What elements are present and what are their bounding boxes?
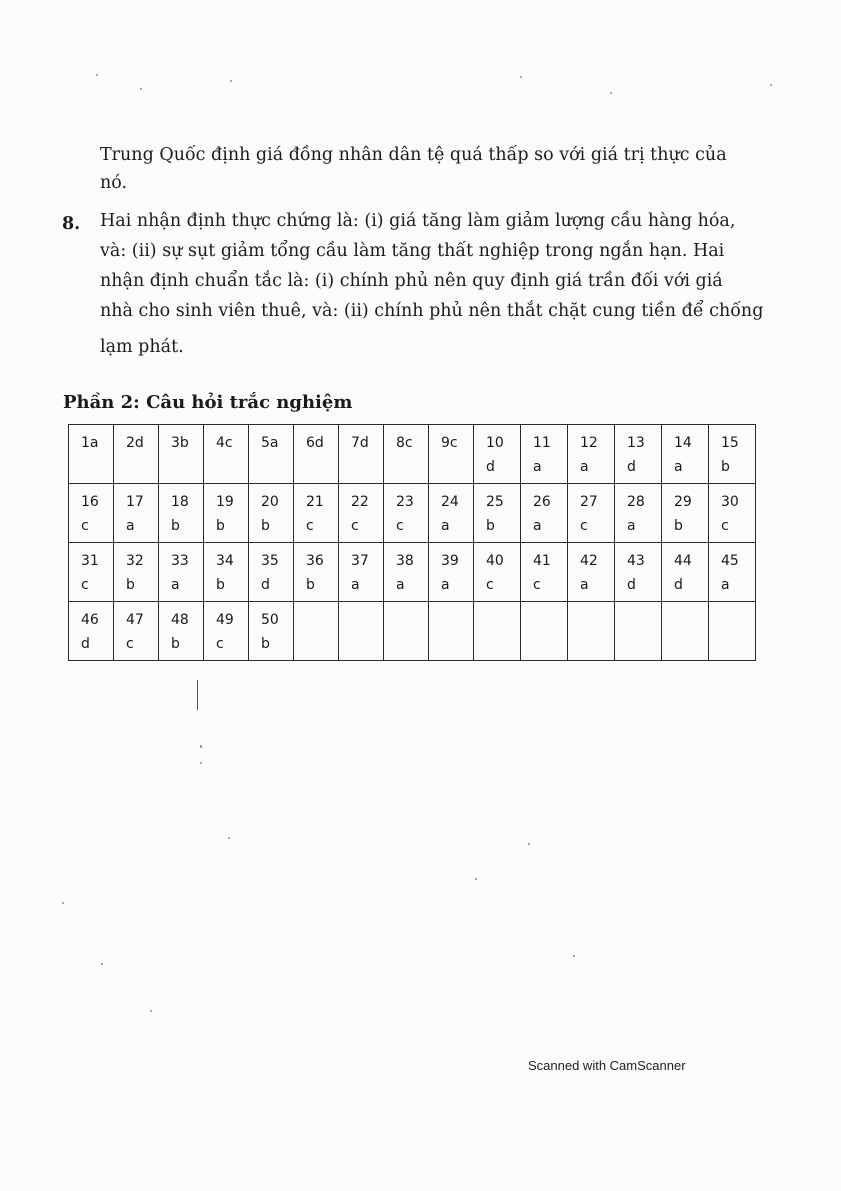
question-number: 11 [533,435,551,451]
answer-letter: a [441,577,450,593]
answer-letter: c [721,518,729,534]
answer-letter: d [81,636,90,652]
question-number: 16 [81,494,99,510]
scanner-watermark: Scanned with CamScanner [528,1058,686,1073]
answer-letter: c [486,577,494,593]
answer-cell [69,425,114,484]
question-number: 17 [126,494,144,510]
answer-letter: a [580,459,589,475]
answer-cell [249,425,294,484]
paragraph-line: nhà cho sinh viên thuê, và: (ii) chính phủ nên thắt chặt cung tiền để chống [100,301,764,321]
answer-letter: d [627,459,636,475]
answer-cell [521,425,568,484]
answer-cell [294,543,339,602]
scan-speck [150,1010,152,1012]
question-number: 39 [441,553,459,569]
scan-speck [610,92,612,94]
scan-speck [573,955,575,957]
answer-cell [249,543,294,602]
answer-letter: d [674,577,683,593]
answer-letter: b [216,577,225,593]
answer-letter: a [533,518,542,534]
answer-letter: d [627,577,636,593]
answer-cell [615,484,662,543]
question-number: 34 [216,553,234,569]
question-number: 28 [627,494,645,510]
answer-letter: a [580,577,589,593]
answer-letter: a [126,518,135,534]
answer-cell [159,484,204,543]
answer-letter: b [216,518,225,534]
answer-cell [662,602,709,661]
question-number: 45 [721,553,739,569]
answer-cell [709,543,756,602]
answer-cell [339,425,384,484]
answer-cell [474,425,521,484]
answer-letter: a [171,577,180,593]
answer-cell [114,602,159,661]
answer-cell [204,484,249,543]
answer-table [68,424,756,661]
answer-cell [521,602,568,661]
section-heading: Phần 2: Câu hỏi trắc nghiệm [63,392,353,413]
question-number: 48 [171,612,189,628]
question-number: 44 [674,553,692,569]
item-number: 8. [62,214,81,234]
answer-letter: c [306,518,314,534]
answer-cell [474,602,521,661]
answer-cell [114,484,159,543]
answer-cell [204,425,249,484]
paragraph-line: nhận định chuẩn tắc là: (i) chính phủ nên quy định giá trần đối với giá [100,271,723,291]
scan-speck [475,878,477,880]
answer-letter: a [396,577,405,593]
answer-cell [709,602,756,661]
paragraph-line: và: (ii) sự sụt giảm tổng cầu làm tăng thất nghiệp trong ngắn hạn. Hai [100,241,725,261]
question-number: 50 [261,612,279,628]
question-number: 26 [533,494,551,510]
scan-speck [230,80,232,82]
question-number: 1a [81,435,99,451]
answer-cell [204,543,249,602]
answer-cell [568,425,615,484]
scan-speck [528,843,530,845]
answer-cell [429,425,474,484]
scan-speck [62,902,64,904]
paragraph-line: Trung Quốc định giá đồng nhân dân tệ quá thấp so với giá trị thực của [100,145,727,165]
answer-letter: b [261,636,270,652]
answer-letter: d [486,459,495,475]
answer-cell [568,543,615,602]
scan-speck [520,76,522,78]
answer-cell [69,543,114,602]
question-number: 21 [306,494,324,510]
answer-letter: c [216,636,224,652]
answer-letter: b [721,459,730,475]
question-number: 38 [396,553,414,569]
answer-letter: c [126,636,134,652]
question-number: 20 [261,494,279,510]
question-number: 29 [674,494,692,510]
answer-cell [521,484,568,543]
answer-letter: c [81,518,89,534]
question-number: 37 [351,553,369,569]
question-number: 2d [126,435,144,451]
answer-letter: c [580,518,588,534]
answer-cell [474,543,521,602]
scan-speck [200,762,202,764]
question-number: 35 [261,553,279,569]
scan-speck [96,74,98,76]
question-number: 41 [533,553,551,569]
answer-letter: a [441,518,450,534]
answer-cell [662,484,709,543]
answer-letter: c [351,518,359,534]
question-number: 7d [351,435,369,451]
answer-cell [249,484,294,543]
scan-speck [140,88,142,90]
question-number: 18 [171,494,189,510]
answer-cell [384,543,429,602]
question-number: 22 [351,494,369,510]
answer-cell [204,602,249,661]
answer-row [69,543,756,602]
scan-speck [770,84,772,86]
answer-letter: a [351,577,360,593]
answer-cell [384,602,429,661]
question-number: 42 [580,553,598,569]
question-number: 47 [126,612,144,628]
question-number: 6d [306,435,324,451]
scan-speck [200,745,202,748]
question-number: 32 [126,553,144,569]
answer-cell [615,425,662,484]
question-number: 12 [580,435,598,451]
answer-cell [249,602,294,661]
answer-row [69,425,756,484]
answer-letter: a [674,459,683,475]
answer-cell [339,543,384,602]
answer-cell [339,484,384,543]
paragraph-line: nó. [100,173,128,193]
question-number: 3b [171,435,189,451]
answer-cell [521,543,568,602]
answer-letter: b [674,518,683,534]
answer-cell [662,425,709,484]
question-number: 5a [261,435,279,451]
answer-cell [114,425,159,484]
answer-letter: b [126,577,135,593]
answer-letter: b [171,636,180,652]
question-number: 25 [486,494,504,510]
answer-cell [294,602,339,661]
question-number: 43 [627,553,645,569]
answer-cell [662,543,709,602]
question-number: 27 [580,494,598,510]
question-number: 49 [216,612,234,628]
answer-letter: b [306,577,315,593]
question-number: 14 [674,435,692,451]
answer-cell [474,484,521,543]
answer-cell [114,543,159,602]
question-number: 23 [396,494,414,510]
question-number: 8c [396,435,413,451]
question-number: 46 [81,612,99,628]
answer-letter: d [261,577,270,593]
answer-letter: a [721,577,730,593]
answer-cell [159,602,204,661]
question-number: 13 [627,435,645,451]
question-number: 10 [486,435,504,451]
answer-cell [384,425,429,484]
answer-letter: a [627,518,636,534]
answer-cell [339,602,384,661]
question-number: 36 [306,553,324,569]
answer-letter: b [171,518,180,534]
question-number: 9c [441,435,458,451]
answer-cell [69,484,114,543]
question-number: 31 [81,553,99,569]
answer-letter: c [396,518,404,534]
scan-speck [228,837,230,839]
question-number: 40 [486,553,504,569]
answer-cell [384,484,429,543]
question-number: 30 [721,494,739,510]
answer-cell [709,484,756,543]
question-number: 4c [216,435,233,451]
paragraph-line: Hai nhận định thực chứng là: (i) giá tăng làm giảm lượng cầu hàng hóa, [100,211,736,231]
answer-cell [429,602,474,661]
answer-cell [69,602,114,661]
answer-cell [159,425,204,484]
answer-row [69,484,756,543]
scan-speck [197,680,198,710]
question-number: 24 [441,494,459,510]
answer-cell [429,484,474,543]
answer-cell [709,425,756,484]
answer-cell [568,484,615,543]
scan-speck [101,963,103,965]
answer-cell [159,543,204,602]
question-number: 33 [171,553,189,569]
answer-row [69,602,756,661]
answer-cell [429,543,474,602]
answer-cell [294,484,339,543]
answer-cell [615,543,662,602]
answer-cell [294,425,339,484]
paragraph-line: lạm phát. [100,337,184,357]
answer-letter: c [533,577,541,593]
answer-letter: b [261,518,270,534]
answer-letter: a [533,459,542,475]
question-number: 19 [216,494,234,510]
answer-letter: b [486,518,495,534]
question-number: 15 [721,435,739,451]
answer-letter: c [81,577,89,593]
answer-cell [568,602,615,661]
answer-cell [615,602,662,661]
